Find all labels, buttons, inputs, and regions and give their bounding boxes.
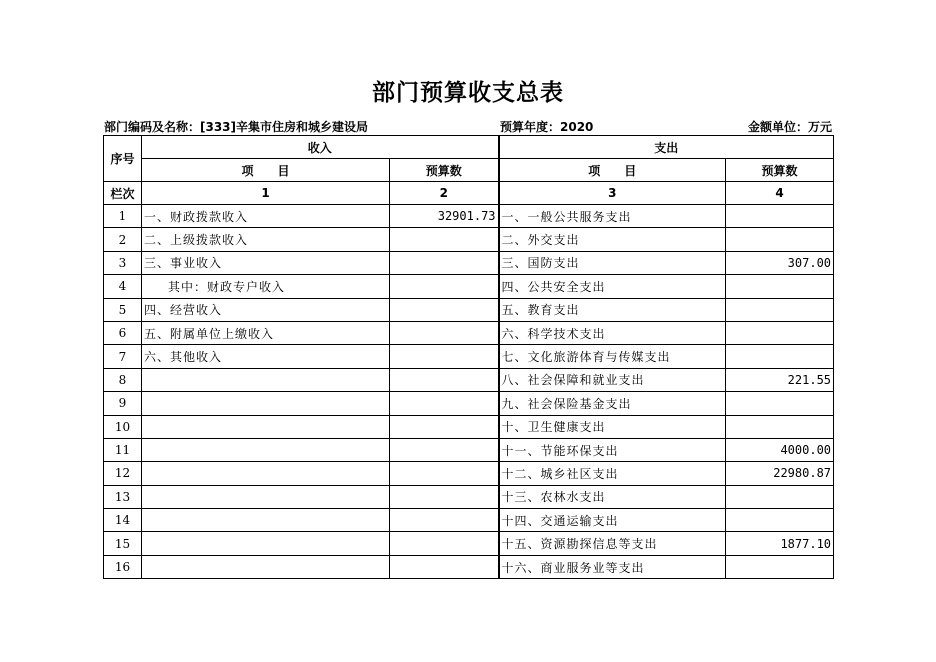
row-seq: 11 (104, 438, 142, 461)
row-expense-amount: 221.55 (726, 368, 834, 391)
table-row (104, 228, 834, 251)
row-income-amount (390, 345, 499, 368)
row-expense-amount (726, 485, 834, 508)
row-income-item (142, 415, 390, 438)
row-seq: 12 (104, 462, 142, 485)
header-expense: 支出 (499, 136, 834, 159)
header-seq: 序号 (104, 136, 142, 182)
row-income-item (142, 392, 390, 415)
header-col3: 3 (499, 182, 726, 205)
row-expense-item: 十五、资源勘探信息等支出 (499, 532, 726, 555)
row-income-item: 六、其他收入 (142, 345, 390, 368)
row-expense-item: 六、科学技术支出 (499, 321, 726, 344)
table-row (104, 509, 834, 532)
row-expense-amount: 307.00 (726, 251, 834, 274)
row-expense-item: 五、教育支出 (499, 298, 726, 321)
row-income-item: 二、上级拨款收入 (142, 228, 390, 251)
row-income-item (142, 462, 390, 485)
row-seq: 13 (104, 485, 142, 508)
table-row (104, 415, 834, 438)
table-row (104, 532, 834, 555)
row-income-item (142, 509, 390, 532)
row-seq: 4 (104, 275, 142, 298)
header-colno-label: 栏次 (104, 182, 142, 205)
row-expense-amount (726, 509, 834, 532)
row-income-item: 其中：财政专户收入 (142, 275, 390, 298)
header-expense-item: 项 目 (499, 159, 726, 182)
table-row (104, 251, 834, 274)
budget-year-label: 预算年度：2020 (500, 120, 594, 134)
row-expense-amount: 22980.87 (726, 462, 834, 485)
row-seq: 9 (104, 392, 142, 415)
header-income: 收入 (142, 136, 499, 159)
row-expense-item: 十四、交通运输支出 (499, 509, 726, 532)
row-expense-amount (726, 321, 834, 344)
row-income-item: 五、附属单位上缴收入 (142, 321, 390, 344)
row-income-item (142, 485, 390, 508)
header-col4: 4 (726, 182, 834, 205)
amount-unit-label: 金额单位：万元 (747, 120, 832, 134)
row-expense-amount: 1877.10 (726, 532, 834, 555)
row-income-amount (390, 275, 499, 298)
row-income-amount (390, 438, 499, 461)
table-row (104, 205, 834, 228)
row-income-amount (390, 392, 499, 415)
department-label: 部门编码及名称：[333]辛集市住房和城乡建设局 (104, 120, 369, 134)
budget-table (103, 135, 834, 579)
row-income-amount (390, 415, 499, 438)
row-income-item (142, 368, 390, 391)
row-seq: 14 (104, 509, 142, 532)
row-expense-amount (726, 228, 834, 251)
row-income-amount (390, 298, 499, 321)
table-row (104, 392, 834, 415)
row-expense-amount (726, 555, 834, 578)
row-expense-item: 八、社会保障和就业支出 (499, 368, 726, 391)
row-expense-amount (726, 415, 834, 438)
row-seq: 16 (104, 555, 142, 578)
table-row (104, 485, 834, 508)
row-seq: 8 (104, 368, 142, 391)
row-seq: 6 (104, 321, 142, 344)
row-income-item: 四、经营收入 (142, 298, 390, 321)
row-income-amount: 32901.73 (390, 205, 499, 228)
row-expense-item: 四、公共安全支出 (499, 275, 726, 298)
table-row (104, 438, 834, 461)
row-expense-item: 十六、商业服务业等支出 (499, 555, 726, 578)
row-expense-amount: 4000.00 (726, 438, 834, 461)
row-income-amount (390, 462, 499, 485)
page-title: 部门预算收支总表 (372, 80, 564, 106)
row-income-item: 三、事业收入 (142, 251, 390, 274)
row-income-amount (390, 228, 499, 251)
header-col1: 1 (142, 182, 390, 205)
row-expense-item: 二、外交支出 (499, 228, 726, 251)
row-expense-amount (726, 298, 834, 321)
row-income-amount (390, 485, 499, 508)
row-expense-amount (726, 392, 834, 415)
row-seq: 7 (104, 345, 142, 368)
row-seq: 2 (104, 228, 142, 251)
row-expense-item: 九、社会保险基金支出 (499, 392, 726, 415)
row-expense-item: 一、一般公共服务支出 (499, 205, 726, 228)
row-seq: 1 (104, 205, 142, 228)
table-row (104, 345, 834, 368)
row-seq: 3 (104, 251, 142, 274)
row-income-item (142, 555, 390, 578)
row-income-item: 一、财政拨款收入 (142, 205, 390, 228)
row-expense-item: 七、文化旅游体育与传媒支出 (499, 345, 726, 368)
header-income-amount: 预算数 (390, 159, 499, 182)
row-seq: 15 (104, 532, 142, 555)
row-expense-item: 十二、城乡社区支出 (499, 462, 726, 485)
header-income-item: 项 目 (142, 159, 390, 182)
table-row (104, 321, 834, 344)
table-row (104, 368, 834, 391)
row-expense-item: 十一、节能环保支出 (499, 438, 726, 461)
row-income-amount (390, 321, 499, 344)
row-expense-item: 十、卫生健康支出 (499, 415, 726, 438)
row-income-amount (390, 368, 499, 391)
header-col2: 2 (390, 182, 499, 205)
row-expense-item: 十三、农林水支出 (499, 485, 726, 508)
header-expense-amount: 预算数 (726, 159, 834, 182)
row-income-item (142, 532, 390, 555)
row-seq: 10 (104, 415, 142, 438)
row-income-item (142, 438, 390, 461)
row-income-amount (390, 251, 499, 274)
row-expense-amount (726, 275, 834, 298)
row-income-amount (390, 532, 499, 555)
table-row (104, 275, 834, 298)
table-row (104, 555, 834, 578)
table-row (104, 462, 834, 485)
table-row (104, 298, 834, 321)
row-seq: 5 (104, 298, 142, 321)
row-income-amount (390, 509, 499, 532)
row-income-amount (390, 555, 499, 578)
row-expense-item: 三、国防支出 (499, 251, 726, 274)
row-expense-amount (726, 205, 834, 228)
row-expense-amount (726, 345, 834, 368)
